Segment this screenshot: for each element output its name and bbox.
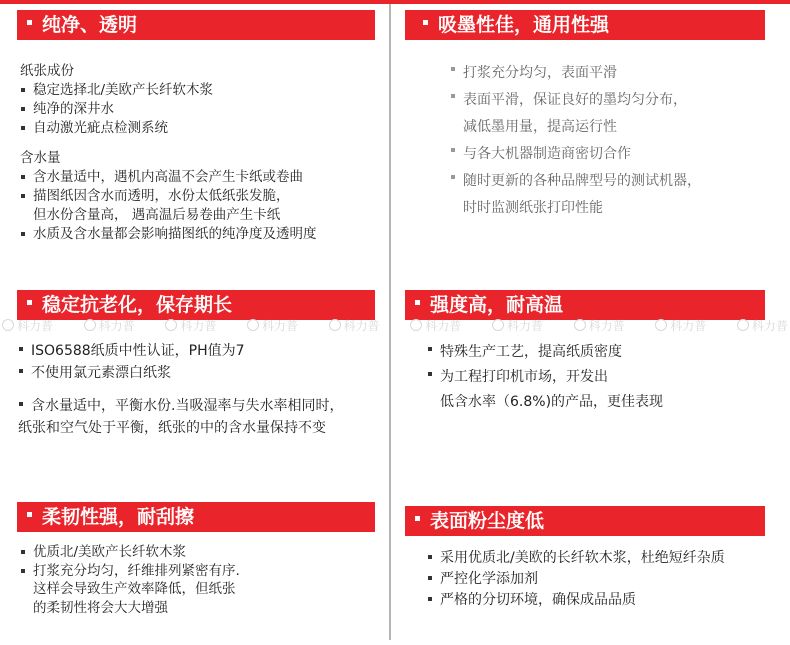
text-line: 这样会导致生产效率降低，但纸张 [33, 581, 236, 597]
text-line: 纸张和空气处于平衡，纸张的中的含水量保持不变 [18, 420, 326, 436]
section-title: 稳定抗老化，保存期长 [42, 294, 233, 316]
bullet-item: 随时更新的各种品牌型号的测试机器， [450, 168, 701, 195]
bullet-item: 为工程打印机市场，开发出 [427, 365, 663, 390]
header-square-icon [27, 300, 32, 305]
header-square-icon [27, 20, 32, 25]
section-header-toughness [17, 502, 375, 532]
section-title: 表面粉尘度低 [430, 510, 545, 532]
bullet-item: 优质北/美欧产长纤软木浆 [20, 543, 240, 562]
brand-circle-icon [329, 319, 341, 331]
text-line: 低含水率（6.8%)的产品，更佳表现 [440, 394, 664, 410]
watermark-text: 科力普 [425, 318, 462, 333]
brand-circle-icon [410, 319, 422, 331]
header-square-icon [415, 300, 420, 305]
section-title: 吸墨性佳，通用性强 [438, 14, 610, 36]
section-title: 纯净、透明 [42, 14, 138, 36]
bullet-item: 水质及含水量都会影响描图纸的纯净度及透明度 [20, 225, 317, 244]
watermark-text: 科力普 [180, 318, 217, 333]
bullet-item: 含水量适中，平衡水份.当吸湿率与失水率相同时， [18, 395, 343, 417]
bullet-item: 打浆充分均匀，纤维排列紧密有序. [20, 562, 240, 581]
bullet-item: 描图纸因含水而透明，水份太低纸张发脆， [20, 187, 317, 206]
section-header-purity [17, 10, 375, 40]
bullet-item: 采用优质北/美欧的长纤软木浆，杜绝短纤杂质 [427, 548, 725, 569]
bullet-item: 严格的分切环境，确保成品品质 [427, 590, 725, 611]
section-title: 强度高，耐高温 [430, 294, 564, 316]
bullet-item: 自动激光疵点检测系统 [20, 119, 317, 138]
watermark-text: 科力普 [670, 318, 707, 333]
watermark-text: 科力普 [17, 318, 54, 333]
text-line: 含水量 [20, 150, 61, 166]
watermark-text: 科力普 [506, 318, 543, 333]
text-line: 纸张成份 [20, 63, 74, 79]
text-line: 减低墨用量，提高运行性 [463, 119, 617, 135]
bullet-item: 不使用氯元素漂白纸浆 [18, 362, 343, 384]
brand-circle-icon [492, 319, 504, 331]
section-body-toughness [20, 543, 240, 617]
top-accent-bar [0, 0, 790, 4]
section-body-aging [18, 340, 343, 439]
bullet-item: 含水量适中，遇机内高温不会产生卡纸或卷曲 [20, 168, 317, 187]
section-body-ink [450, 60, 701, 222]
bullet-item: ISO6588纸质中性认证，PH值为7 [18, 340, 343, 362]
bullet-item: 与各大机器制造商密切合作 [450, 141, 701, 168]
header-square-icon [27, 512, 32, 517]
text-line: 但水份含量高， 遇高温后易卷曲产生卡纸 [33, 207, 281, 223]
spacer [18, 384, 343, 395]
section-header-dust [405, 506, 765, 536]
brand-circle-icon [247, 319, 259, 331]
brand-circle-icon [84, 319, 96, 331]
bullet-item: 打浆充分均匀，表面平滑 [450, 60, 701, 87]
section-body-purity [20, 62, 317, 244]
section-body-strength [427, 340, 663, 415]
watermark-text: 科力普 [343, 318, 380, 333]
brand-circle-icon [2, 319, 14, 331]
section-header-aging [17, 290, 375, 320]
section-header-strength [405, 290, 765, 320]
brand-circle-icon [165, 319, 177, 331]
watermark-text: 科力普 [588, 318, 625, 333]
brand-circle-icon [655, 319, 667, 331]
text-line: 时时监测纸张打印性能 [463, 200, 603, 216]
watermark-text: 科力普 [261, 318, 298, 333]
bullet-item: 纯净的深井水 [20, 100, 317, 119]
brand-circle-icon [574, 319, 586, 331]
section-body-dust [427, 548, 725, 611]
column-divider [389, 4, 391, 640]
watermark-text: 科力普 [751, 318, 788, 333]
header-square-icon [415, 516, 420, 521]
section-header-ink [405, 10, 765, 40]
bullet-item: 特殊生产工艺，提高纸质密度 [427, 340, 663, 365]
section-title: 柔韧性强，耐刮擦 [42, 506, 195, 528]
brand-circle-icon [737, 319, 749, 331]
spacer [20, 138, 317, 149]
watermark-text: 科力普 [98, 318, 135, 333]
bullet-item: 表面平滑，保证良好的墨均匀分布， [450, 87, 701, 114]
header-square-icon [423, 20, 428, 25]
text-line: 的柔韧性将会大大增强 [33, 599, 168, 616]
bullet-item: 稳定选择北/美欧产长纤软木浆 [20, 81, 317, 100]
bullet-item: 严控化学添加剂 [427, 569, 725, 590]
